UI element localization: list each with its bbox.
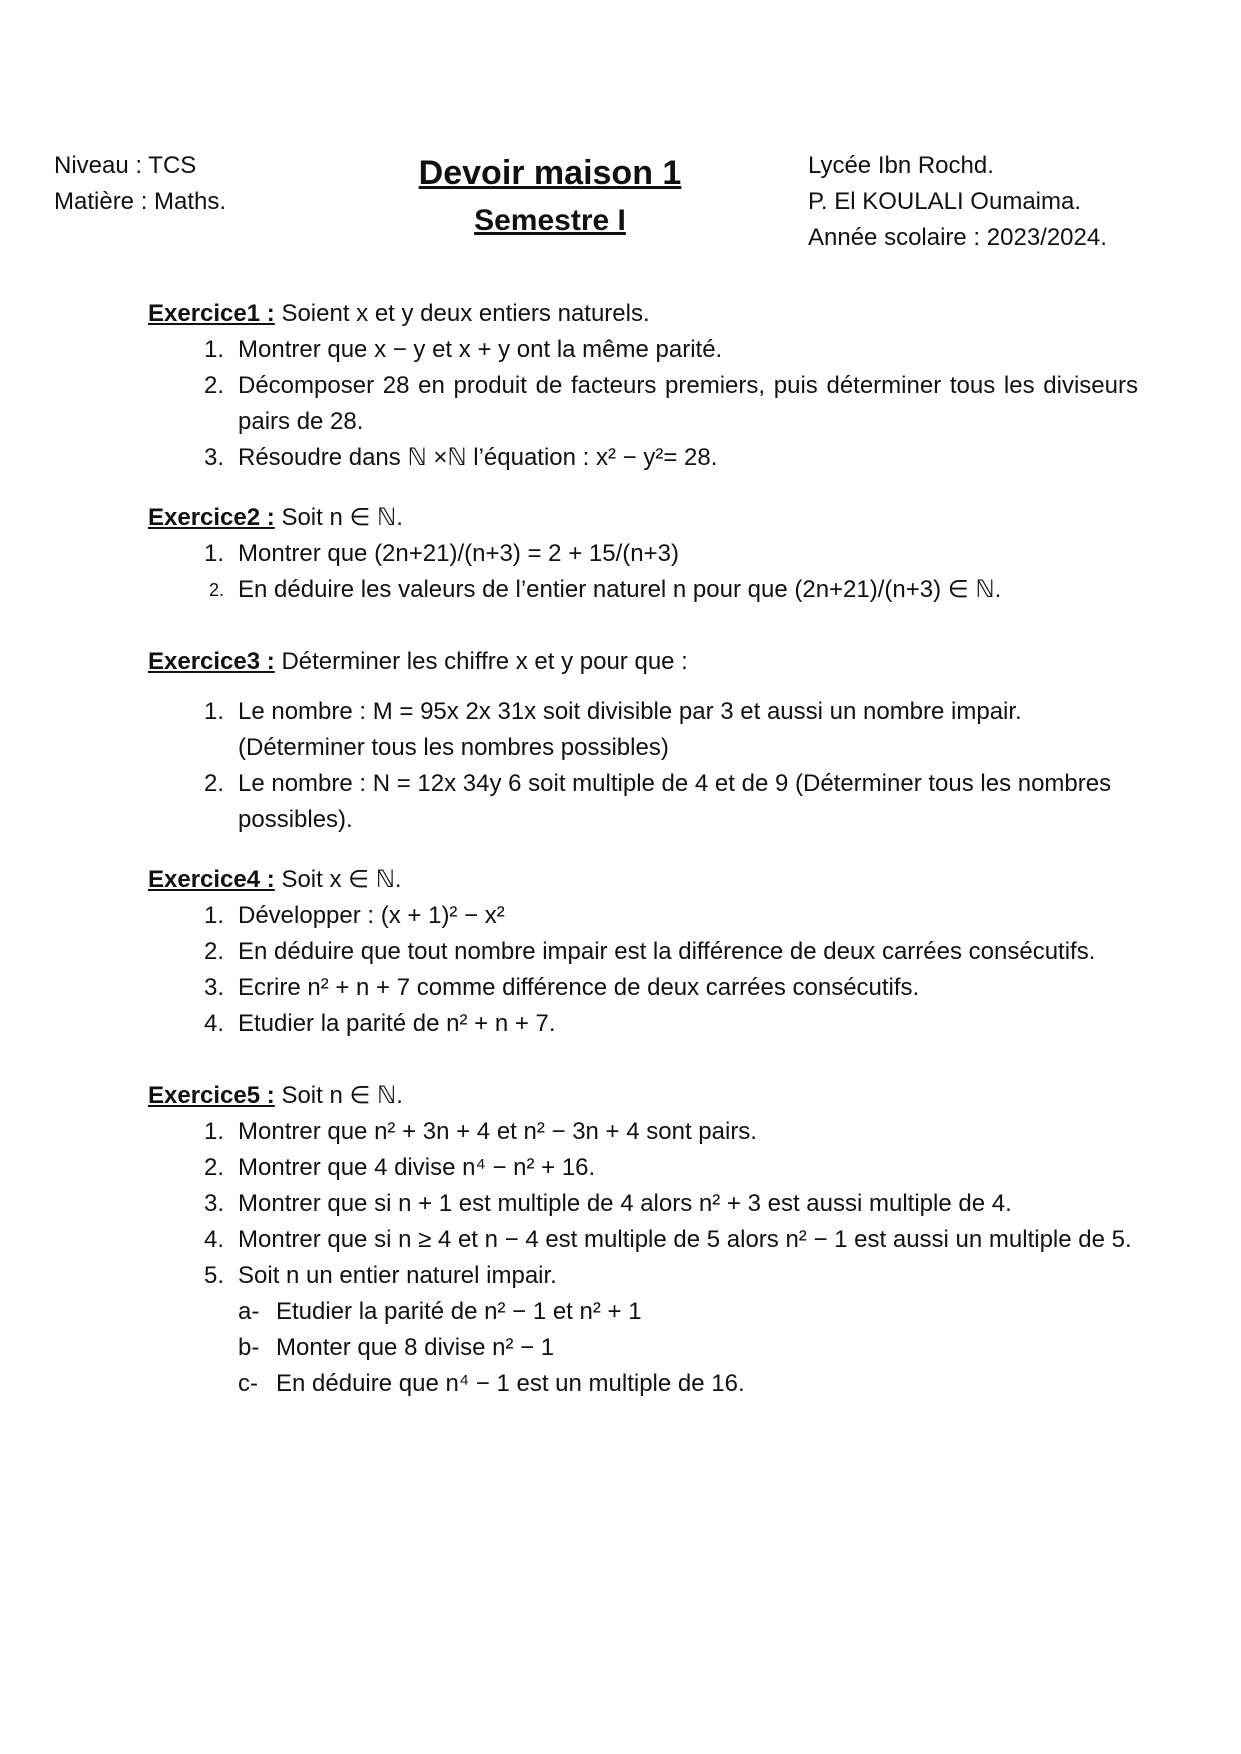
exercise-header bbox=[148, 296, 1138, 332]
question-item bbox=[148, 1258, 1138, 1294]
question-number: 1. bbox=[203, 902, 224, 929]
question-item bbox=[148, 332, 1138, 368]
question-item bbox=[148, 440, 1138, 476]
exercise-2 bbox=[148, 500, 1138, 608]
question-item bbox=[148, 970, 1138, 1006]
document-title: Devoir maison 1 bbox=[418, 154, 682, 192]
question-number: 1. bbox=[203, 698, 224, 725]
exercise-intro: Soit x ∈ ℕ. bbox=[281, 866, 402, 893]
question-list bbox=[148, 898, 1138, 1042]
question-number: 1. bbox=[203, 540, 224, 567]
question-number: 2. bbox=[203, 1154, 224, 1181]
question-number: 1. bbox=[203, 1118, 224, 1145]
question-text: Développer : (x + 1)² − x² bbox=[238, 902, 505, 929]
header-center bbox=[380, 148, 720, 244]
exercise-intro: Soient x et y deux entiers naturels. bbox=[281, 300, 650, 327]
sub-question-item bbox=[224, 1330, 1138, 1366]
question-number: 2. bbox=[203, 372, 224, 399]
question-item bbox=[148, 536, 1138, 572]
question-item bbox=[148, 1114, 1138, 1150]
question-number: 4. bbox=[203, 1226, 224, 1253]
question-text: En déduire les valeurs de l’entier naturel n pour que (2n+21)/(n+3) ∈ ℕ. bbox=[238, 576, 1002, 603]
question-list bbox=[148, 332, 1138, 476]
question-text: Montrer que (2n+21)/(n+3) = 2 + 15/(n+3) bbox=[238, 540, 679, 567]
sub-question-item bbox=[224, 1366, 1138, 1402]
sub-question-letter: b- bbox=[238, 1334, 260, 1361]
sub-question-letter: a- bbox=[238, 1298, 260, 1325]
question-number: 2. bbox=[208, 580, 224, 600]
subject-line: Matière : Maths. bbox=[54, 188, 227, 215]
exercise-5 bbox=[148, 1078, 1138, 1402]
question-number: 5. bbox=[203, 1262, 224, 1289]
exercise-1 bbox=[148, 296, 1138, 476]
question-number: 3. bbox=[203, 444, 224, 471]
teacher-line: P. El KOULALI Oumaima. bbox=[808, 188, 1081, 215]
sub-question-text: Etudier la parité de n² − 1 et n² + 1 bbox=[276, 1298, 642, 1325]
question-text: Etudier la parité de n² + n + 7. bbox=[238, 1010, 556, 1037]
question-text: Soit n un entier naturel impair. bbox=[238, 1262, 557, 1289]
question-text: Montrer que si n + 1 est multiple de 4 alors n² + 3 est aussi multiple de 4. bbox=[238, 1190, 1012, 1217]
exercise-label: Exercice2 : bbox=[148, 504, 275, 531]
question-text: Montrer que n² + 3n + 4 et n² − 3n + 4 sont pairs. bbox=[238, 1118, 757, 1145]
school-line: Lycée Ibn Rochd. bbox=[808, 152, 994, 179]
question-item bbox=[148, 898, 1138, 934]
question-item bbox=[148, 934, 1138, 970]
exercise-label: Exercice5 : bbox=[148, 1082, 275, 1109]
question-item bbox=[148, 766, 1138, 838]
question-item bbox=[148, 368, 1138, 440]
header-right bbox=[808, 148, 1107, 256]
exercise-label: Exercice3 : bbox=[148, 648, 275, 675]
question-number: 4. bbox=[203, 1010, 224, 1037]
header-left bbox=[54, 148, 226, 220]
exercise-3 bbox=[148, 644, 1138, 838]
question-item bbox=[148, 694, 1138, 766]
exercise-header bbox=[148, 500, 1138, 536]
sub-question-text: En déduire que n⁴ − 1 est un multiple de 16. bbox=[276, 1370, 745, 1397]
question-item bbox=[148, 1150, 1138, 1186]
question-text: En déduire que tout nombre impair est la différence de deux carrées consécutifs. bbox=[238, 938, 1096, 965]
exercise-header bbox=[148, 862, 1138, 898]
question-item bbox=[148, 1006, 1138, 1042]
question-text: Résoudre dans ℕ ×ℕ l’équation : x² − y²= 28. bbox=[238, 444, 718, 471]
question-number: 3. bbox=[203, 974, 224, 1001]
exercise-intro: Soit n ∈ ℕ. bbox=[281, 1082, 403, 1109]
exercise-4 bbox=[148, 862, 1138, 1042]
question-text: Décomposer 28 en produit de facteurs premiers, puis déterminer tous les diviseurs pairs de 28. bbox=[238, 372, 1138, 435]
sub-question-text: Monter que 8 divise n² − 1 bbox=[276, 1334, 555, 1361]
question-text: Montrer que si n ≥ 4 et n − 4 est multiple de 5 alors n² − 1 est aussi un multiple de 5. bbox=[238, 1226, 1132, 1253]
question-list bbox=[148, 536, 1138, 608]
question-text: Le nombre : M = 95x 2x 31x soit divisible par 3 et aussi un nombre impair. (Déterminer tous les nombres possibles) bbox=[238, 698, 1022, 761]
question-number: 1. bbox=[203, 336, 224, 363]
question-number: 2. bbox=[203, 770, 224, 797]
exercise-label: Exercice4 : bbox=[148, 866, 275, 893]
question-item bbox=[148, 1186, 1138, 1222]
sub-question-letter: c- bbox=[238, 1370, 258, 1397]
question-list bbox=[148, 1114, 1138, 1402]
sub-question-item bbox=[224, 1294, 1138, 1330]
question-number: 2. bbox=[203, 938, 224, 965]
year-line: Année scolaire : 2023/2024. bbox=[808, 224, 1107, 251]
question-text: Montrer que x − y et x + y ont la même parité. bbox=[238, 336, 723, 363]
exercise-header bbox=[148, 1078, 1138, 1114]
question-text: Ecrire n² + n + 7 comme différence de deux carrées consécutifs. bbox=[238, 974, 920, 1001]
question-item bbox=[148, 572, 1138, 608]
exercise-label: Exercice1 : bbox=[148, 300, 275, 327]
exercise-header bbox=[148, 644, 1138, 680]
question-text: Le nombre : N = 12x 34y 6 soit multiple de 4 et de 9 (Déterminer tous les nombres possibles). bbox=[238, 770, 1112, 833]
exercises-content bbox=[148, 296, 1138, 1426]
question-text: Montrer que 4 divise n⁴ − n² + 16. bbox=[238, 1154, 596, 1181]
exercise-intro: Soit n ∈ ℕ. bbox=[281, 504, 403, 531]
question-item bbox=[148, 1222, 1138, 1258]
level-line: Niveau : TCS bbox=[54, 152, 197, 179]
exercise-intro: Déterminer les chiffre x et y pour que : bbox=[281, 648, 688, 675]
document-subtitle: Semestre I bbox=[474, 204, 626, 237]
question-list bbox=[148, 694, 1138, 838]
question-number: 3. bbox=[203, 1190, 224, 1217]
